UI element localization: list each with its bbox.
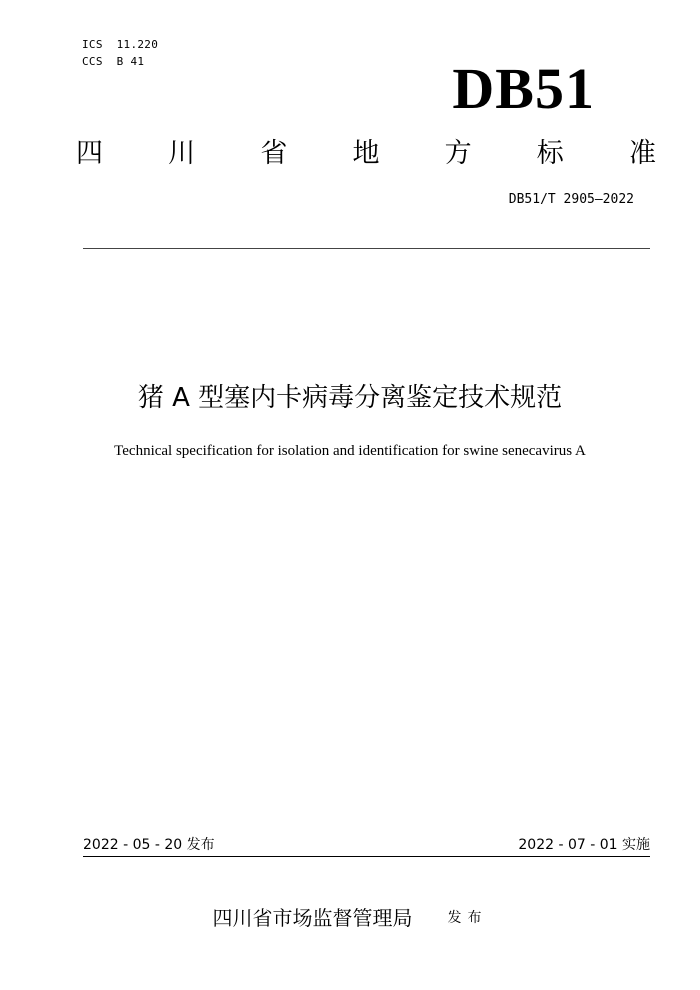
classification-codes [82, 36, 158, 70]
title-chinese: 猪 A 型塞内卡病毒分离鉴定技术规范 [137, 383, 563, 413]
issuer-action: 发布 [447, 909, 488, 926]
issuer-name: 四川省市场监督管理局 [212, 905, 413, 930]
standard-type-char: 四 [76, 138, 103, 169]
standard-type-char: 地 [352, 138, 380, 169]
standard-type-heading [76, 132, 656, 176]
ics-code: ICS 11.220 [82, 38, 159, 51]
standard-type-char: 准 [628, 138, 656, 169]
standard-type-char: 川 [168, 138, 196, 169]
standard-number: DB51/T 2905—2022 [508, 192, 634, 207]
standard-type-char: 标 [536, 138, 564, 169]
title-english: Technical specification for isolation and identification for swine senecavirus A [114, 443, 586, 459]
release-date: 2022 - 05 - 20 发布 [83, 837, 215, 853]
standard-type-char: 省 [260, 138, 288, 169]
standard-mark: DB51 [452, 56, 595, 121]
date-row [83, 834, 650, 856]
standard-type-char: 方 [444, 138, 472, 169]
issuer-row [0, 902, 700, 933]
top-divider [83, 248, 650, 249]
implementation-date: 2022 - 07 - 01 实施 [518, 837, 650, 853]
ccs-code: CCS B 41 [82, 55, 145, 68]
bottom-divider [83, 856, 650, 857]
